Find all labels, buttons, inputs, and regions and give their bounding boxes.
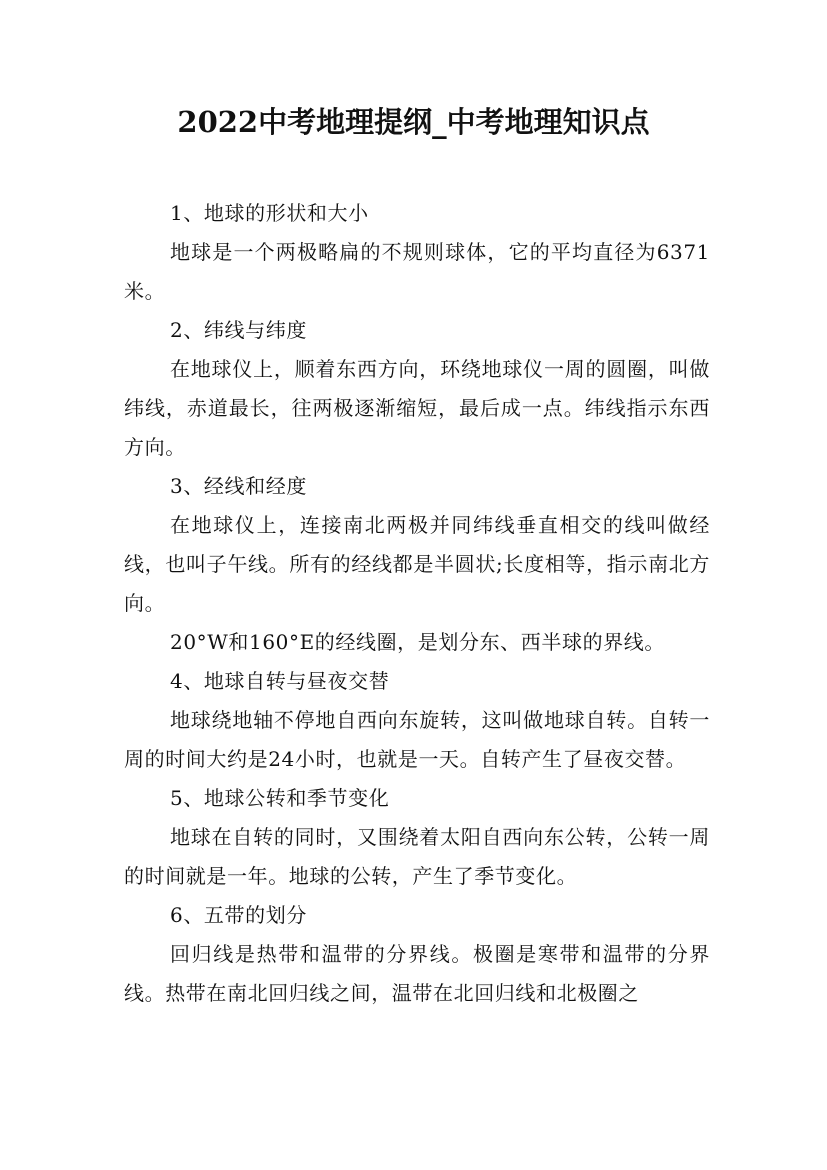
paragraph-latitude: 在地球仪上，顺着东西方向，环绕地球仪一周的圆圈，叫做纬线，赤道最长，往两极逐渐缩短，最后成一点。纬线指示东西方向。 [124,357,710,459]
section-heading-five-zones: 6、五带的划分 [170,903,307,927]
document-body [124,194,710,1013]
paragraph-rotation: 地球绕地轴不停地自西向东旋转，这叫做地球自转。自转一周的时间大约是24小时，也就是一天。自转产生了昼夜交替。 [124,708,710,771]
paragraph-longitude: 在地球仪上，连接南北两极并同纬线垂直相交的线叫做经线，也叫子午线。所有的经线都是半圆状;长度相等，指示南北方向。 [124,513,710,615]
section-heading-latitude: 2、纬线与纬度 [170,318,307,342]
section-heading-shape-and-size: 1、地球的形状和大小 [170,201,369,225]
section-heading-revolution: 5、地球公转和季节变化 [170,786,390,810]
paragraph-hemisphere-boundary: 20°W和160°E的经线圈，是划分东、西半球的界线。 [170,630,665,654]
paragraph-five-zones: 回归线是热带和温带的分界线。极圈是寒带和温带的分界线。热带在南北回归线之间，温带在北回归线和北极圈之 [124,942,710,1005]
paragraph-shape-and-size: 地球是一个两极略扁的不规则球体，它的平均直径为6371米。 [124,240,710,303]
document-title: 2022中考地理提纲_中考地理知识点 [177,105,650,139]
section-heading-rotation: 4、地球自转与昼夜交替 [170,669,390,693]
paragraph-revolution: 地球在自转的同时，又围绕着太阳自西向东公转，公转一周的时间就是一年。地球的公转，产生了季节变化。 [124,825,710,888]
section-heading-longitude: 3、经线和经度 [170,474,307,498]
